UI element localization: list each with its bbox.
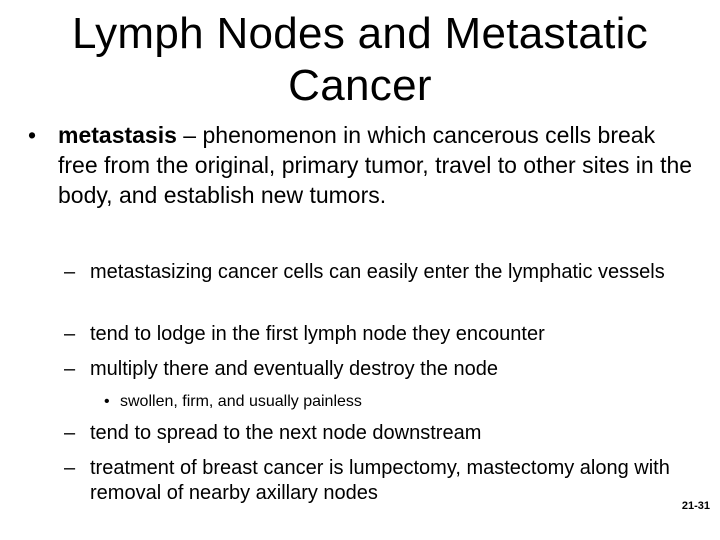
bullet-icon: • — [28, 122, 37, 148]
dash-icon: – — [64, 323, 76, 345]
slide-title-line-2: Cancer — [288, 61, 432, 110]
main-bullet-text — [58, 120, 698, 210]
main-bullet-definition: – phenomenon in which cancerous cells break free from the original, primary tumor, travel to other sites in the body, and establish new tumors. — [58, 122, 693, 208]
sub-bullet-text: metastasizing cancer cells can easily enter the lymphatic vessels — [90, 261, 665, 283]
sub-bullet-3 — [64, 357, 704, 382]
slide-title-line-1: Lymph Nodes and Metastatic — [71, 9, 649, 58]
dash-icon: – — [64, 358, 76, 380]
sub-bullet-text: tend to spread to the next node downstream — [90, 422, 482, 444]
dash-icon: – — [64, 457, 76, 479]
slide-title — [0, 8, 720, 112]
dash-icon: – — [64, 422, 76, 444]
sub-bullet-text: tend to lodge in the first lymph node they encounter — [90, 323, 545, 345]
sub-bullet-text: multiply there and eventually destroy the node — [90, 358, 499, 380]
sub-bullet-1 — [64, 260, 704, 285]
sub-bullet-2 — [64, 322, 704, 347]
sub-sub-bullet — [104, 392, 664, 412]
sub-bullet-text: treatment of breast cancer is lumpectomy, mastectomy along with removal of nearby axillary nodes — [90, 457, 670, 504]
main-bullet-term: metastasis — [58, 122, 177, 148]
dash-icon: – — [64, 261, 76, 283]
sub-bullet-5 — [64, 456, 704, 506]
sub-bullet-4 — [64, 421, 704, 446]
sub-sub-bullet-text: swollen, firm, and usually painless — [120, 393, 362, 410]
page-number: 21-31 — [681, 500, 710, 512]
main-bullet — [28, 120, 698, 210]
bullet-icon: • — [104, 393, 110, 410]
